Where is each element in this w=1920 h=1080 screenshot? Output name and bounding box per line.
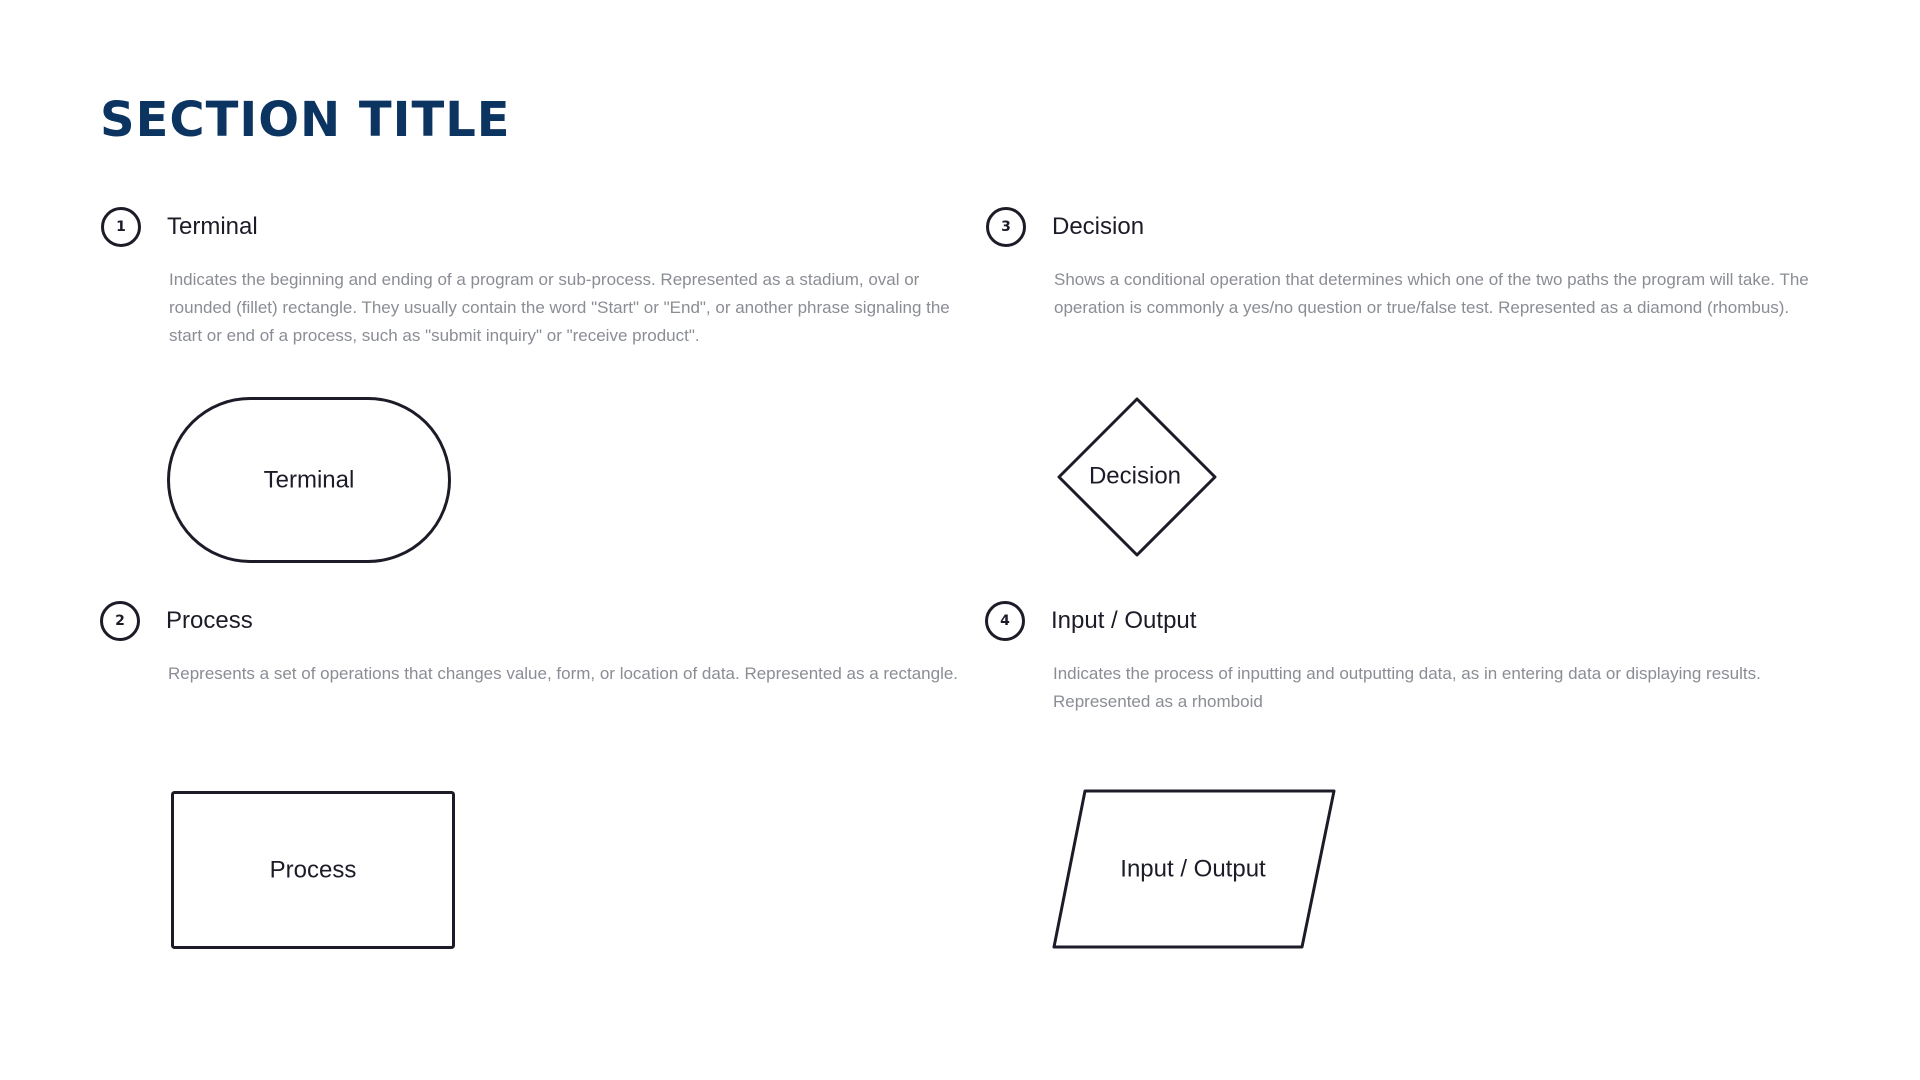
section-number-badge: 4 [985, 601, 1025, 641]
section-number-badge: 2 [100, 601, 140, 641]
section-number-badge: 3 [986, 207, 1026, 247]
section-title: Process [166, 607, 253, 634]
input-output-shape-label: Input / Output [1120, 855, 1266, 883]
terminal-shape-label: Terminal [263, 466, 355, 494]
section-description: Indicates the beginning and ending of a program or sub-process. Represented as a stadium, oval or rounded (fillet) rectangle. They usually contain the word "Start" or "End", or another phrase signaling the start or end of a process, such as "submit inquiry" or "receive product". [169, 270, 950, 345]
page-title: SECTION TITLE [100, 92, 511, 148]
decision-shape-label: Decision [1088, 462, 1182, 490]
section-description: Represents a set of operations that changes value, form, or location of data. Represented as a rectangle. [168, 664, 959, 683]
terminal-shape [167, 397, 451, 563]
section-header [985, 601, 1196, 641]
process-shape-label: Process [269, 856, 357, 884]
section-header [101, 207, 258, 247]
input-output-shape [1052, 789, 1336, 949]
decision-shape [1057, 397, 1217, 557]
section-header [100, 601, 253, 641]
section-title: Terminal [167, 213, 258, 240]
process-shape [171, 791, 455, 949]
section-description: Indicates the process of inputting and outputting data, as in entering data or displaying results. Represented as a rhomboid [1053, 664, 1761, 711]
section-header [986, 207, 1144, 247]
section-title: Decision [1052, 213, 1145, 240]
section-description: Shows a conditional operation that determines which one of the two paths the program will take. The operation is commonly a yes/no question or true/false test. Represented as a diamond (rhombus). [1054, 270, 1809, 317]
section-number-badge: 1 [101, 207, 141, 247]
section-title: Input / Output [1051, 607, 1197, 634]
